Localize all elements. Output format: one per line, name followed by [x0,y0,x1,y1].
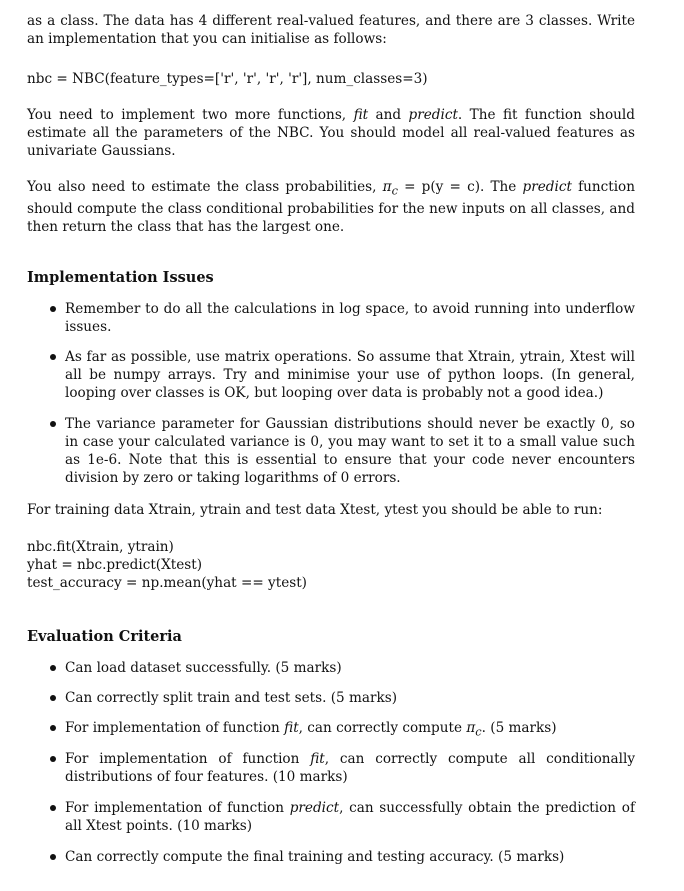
text: , can correctly compute all conditionally distributions of four features. (10 marks) [65,751,635,785]
text: , can successfully obtain the prediction of all Xtest points. (10 marks) [65,800,635,834]
pi-symbol: π [382,179,392,195]
code-line: yhat = nbc.predict(Xtest) [27,557,203,573]
list-item-text: Can correctly compute the final training and testing accuracy. (5 marks) [65,849,565,865]
text: You need to implement two more functions, [27,107,354,123]
list-item [65,750,635,786]
bullet-icon [50,725,56,731]
predict-term: predict [289,800,340,816]
text: For implementation of function [65,751,311,767]
list-item [65,659,635,677]
list-item-text: The variance parameter for Gaussian distributions should never be exactly 0, so in case your calculated variance is 0, you may want to set it to a small value such as 1e-6. Note that this is essential to ensure that your code never encounters division by zero or taking logarithms of 0 errors. [65,416,635,486]
list-item [65,719,635,741]
fit-predict-paragraph [27,106,635,160]
text: , can correctly compute [298,720,467,736]
bullet-icon [50,665,56,671]
fit-term: fit [353,107,369,123]
list-item [65,799,635,835]
predict-term: predict [408,107,458,123]
text: . The fit function should estimate all the parameters of the NBC. You should model all real-valued features as univariate Gaussians. [27,107,635,159]
class-probabilities-paragraph [27,178,635,236]
bullet-icon [50,695,56,701]
text: function should compute the class conditional probabilities for the new inputs on all classes, and then return the class that has the largest one. [27,179,635,235]
bullet-icon [50,354,56,360]
fit-term: fit [284,720,299,736]
bullet-icon [50,756,56,762]
list-item-text: As far as possible, use matrix operations. So assume that Xtrain, ytrain, Xtest will all be numpy arrays. Try and minimise your use of python loops. (In general, looping over classes is OK, but looping over data is probably not a good idea.) [65,349,635,401]
bullet-icon [50,805,56,811]
list-item [65,689,635,707]
text: For implementation of function [65,800,290,816]
fit-term: fit [310,751,325,767]
implementation-issues-heading: Implementation Issues [27,269,214,286]
text: . (5 marks) [481,720,557,736]
training-paragraph: For training data Xtrain, ytrain and test data Xtest, ytest you should be able to run: [27,502,603,518]
pi-symbol: π [466,720,476,736]
list-item [65,348,635,402]
init-code-line: nbc = NBC(feature_types=['r', 'r', 'r', 'r'], num_classes=3) [27,71,428,87]
list-item-text: Remember to do all the calculations in log space, to avoid running into underflow issues. [65,301,635,335]
list-item-text: Can load dataset successfully. (5 marks) [65,660,342,676]
bullet-icon [50,421,56,427]
code-line: test_accuracy = np.mean(yhat == ytest) [27,575,307,591]
evaluation-criteria-heading: Evaluation Criteria [27,628,182,645]
predict-term: predict [522,179,572,195]
bullet-icon [50,306,56,312]
list-item [65,415,635,487]
list-item [65,300,635,336]
bullet-icon [50,854,56,860]
pi-subscript: c [475,724,482,739]
intro-paragraph: as a class. The data has 4 different real-valued features, and there are 3 classes. Write an implementation that you can initialise as follows: [27,13,635,47]
code-line: nbc.fit(Xtrain, ytrain) [27,539,174,555]
text: You also need to estimate the class probabilities, [27,179,383,195]
text: and [368,107,409,123]
text: = p(y = c). The [397,179,523,195]
list-item-text: Can correctly split train and test sets. (5 marks) [65,690,398,706]
list-item [65,848,635,866]
training-code-block [27,538,307,592]
pi-subscript: c [391,183,398,198]
text: For implementation of function [65,720,285,736]
